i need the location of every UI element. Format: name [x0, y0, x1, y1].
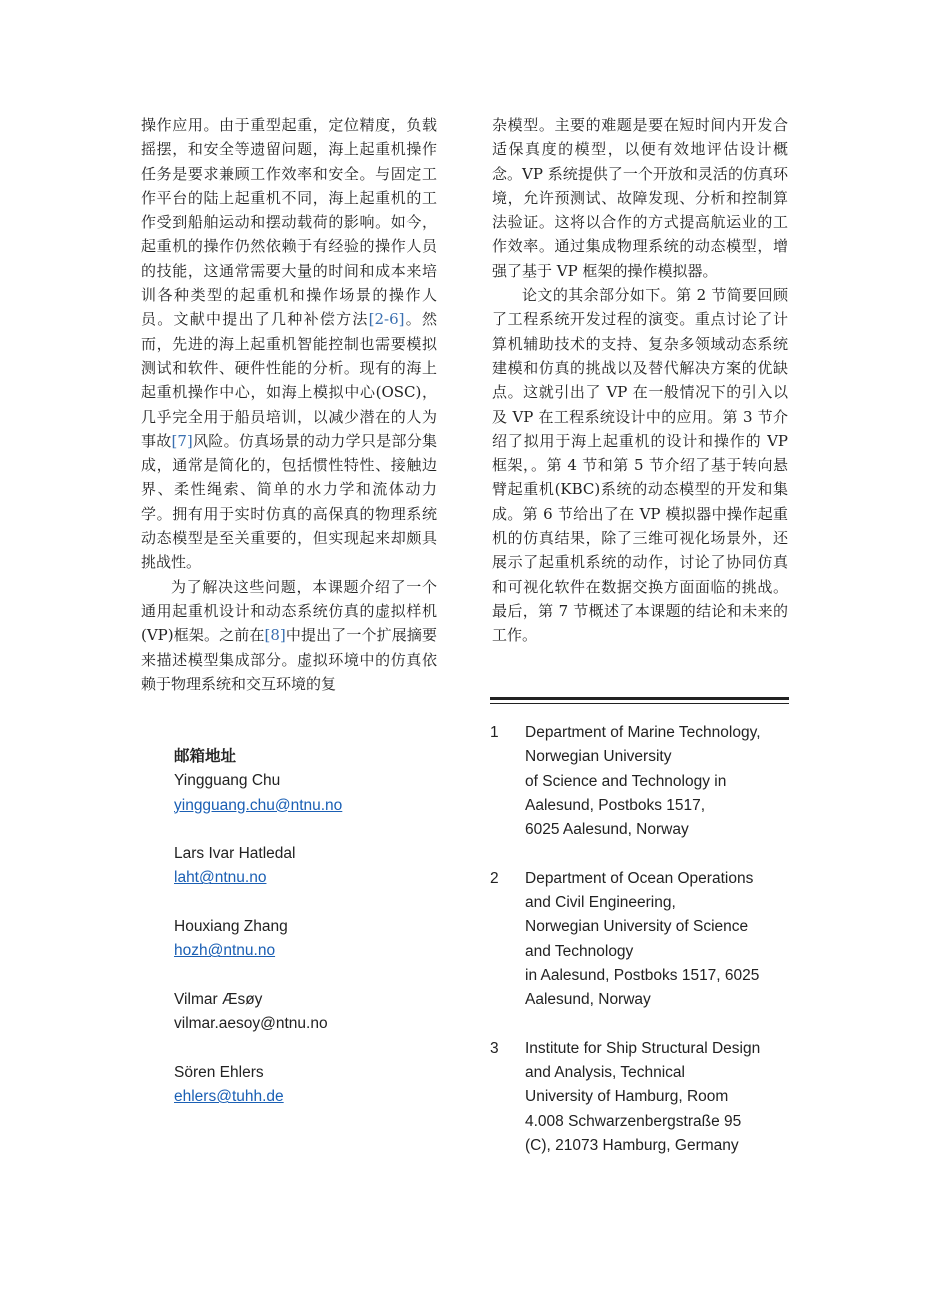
section-divider: [490, 697, 789, 700]
citation-link[interactable]: [2-6]: [368, 310, 405, 329]
affiliation-text: Department of Ocean Operations and Civil Engineering, Norwegian University of Science and Technology in Aalesund, Postboks 1517, 6025 Aalesund, Norway: [525, 869, 760, 1009]
author-name: Sören Ehlers: [174, 1063, 264, 1081]
email-text: vilmar.aesoy@ntnu.no: [174, 1015, 328, 1033]
body-paragraph: 操作应用。由于重型起重，定位精度，负载摇摆，和安全等遗留问题，海上起重机操作任务是要求兼顾工作效率和安全。与固定工作平台的陆上起重机不同，海上起重机的工作受到船舶运动和摆动载荷的影响。如今，起重机的操作仍然依赖于有经验的操作人员的技能，这通常需要大量的时间和成本来培训各种类型的起重机和操作场景的操作人员。文献中提出了几种补偿方法[2-6]。然而，先进的海上起重机智能控制也需要模拟测试和软件、硬件性能的分析。现有的海上起重机操作中心，如海上模拟中心(OSC)，几乎完全用于船员培训，以减少潜在的人为事故[7]风险。仿真场景的动力学只是部分集成，通常是简化的，包括惯性特性、接触边界、柔性绳索、简单的水力学和流体动力学。拥有用于实时仿真的高保真的物理系统动态模型是至关重要的，但实现起来却颇具挑战性。: [141, 116, 437, 572]
affiliation-item: [490, 721, 795, 842]
section-divider: [490, 703, 789, 704]
contact-person: [174, 988, 454, 1037]
contact-person: [174, 842, 454, 891]
contact-person: [174, 769, 454, 818]
affiliations-list: [490, 721, 795, 1183]
body-paragraph: 杂模型。主要的难题是要在短时间内开发合适保真度的模型，以便有效地评估设计概念。VP 系统提供了一个开放和灵活的仿真环境，允许预测试、故障发现、分析和控制算法验证。这将以合作的方式提高航运业的工作效率。通过集成物理系统的动态模型，增强了基于 VP 框架的操作模拟器。: [492, 116, 788, 280]
citation-link[interactable]: [8]: [264, 626, 286, 645]
contact-person: [174, 915, 454, 964]
contact-block: [174, 745, 454, 1134]
author-name: Vilmar Æsøy: [174, 990, 263, 1008]
email-link[interactable]: hozh@ntnu.no: [174, 942, 276, 960]
affiliation-number: 1: [490, 724, 499, 741]
email-link[interactable]: yingguang.chu@ntnu.no: [174, 796, 343, 814]
body-paragraph: 论文的其余部分如下。第 2 节简要回顾了工程系统开发过程的演变。重点讨论了计算机辅助技术的支持、复杂多领域动态系统建模和仿真的挑战以及替代解决方案的优缺点。这就引出了 VP 在一般情况下的引入以及 VP 在工程系统设计中的应用。第 3 节介绍了拟用于海上起重机的设计和操作的 VP 框架，。第 4 节和第 5 节介绍了基于转向悬臂起重机(KBC)系统的动态模型的开发和集成。第 6 节给出了在 VP 模拟器中操作起重机的仿真结果，除了三维可视化场景外，还展示了起重机系统的动作，讨论了协同仿真和可视化软件在数据交换方面面临的挑战。最后，第 7 节概述了本课题的结论和未来的工作。: [492, 286, 788, 645]
affiliation-item: [490, 1037, 795, 1158]
affiliation-text: Department of Marine Technology, Norwegian University of Science and Technology in Aalesund, Postboks 1517, 6025 Aalesund, Norway: [525, 724, 761, 839]
author-name: Yingguang Chu: [174, 772, 281, 790]
affiliation-number: 2: [490, 869, 499, 887]
contact-heading: 邮箱地址: [174, 748, 237, 765]
affiliation-number: 3: [490, 1039, 499, 1057]
email-link[interactable]: ehlers@tuhh.de: [174, 1088, 284, 1106]
right-text-column: [492, 113, 788, 648]
affiliation-text: Institute for Ship Structural Design and Analysis, Technical University of Hamburg, Room 4.008 Schwarzenbergstraße 95 (C), 21073 Hamburg, Germany: [525, 1039, 761, 1155]
body-paragraph: 为了解决这些问题，本课题介绍了一个通用起重机设计和动态系统仿真的虚拟样机(VP)框架。之前在[8]中提出了一个扩展摘要来描述模型集成部分。虚拟环境中的仿真依赖于物理系统和交互环境的复: [141, 577, 437, 693]
citation-link[interactable]: [7]: [171, 431, 193, 450]
affiliation-item: [490, 867, 795, 1013]
contact-person: [174, 1061, 454, 1110]
email-link[interactable]: laht@ntnu.no: [174, 869, 267, 887]
author-name: Lars Ivar Hatledal: [174, 845, 296, 863]
left-text-column: [141, 113, 437, 696]
author-name: Houxiang Zhang: [174, 918, 288, 936]
